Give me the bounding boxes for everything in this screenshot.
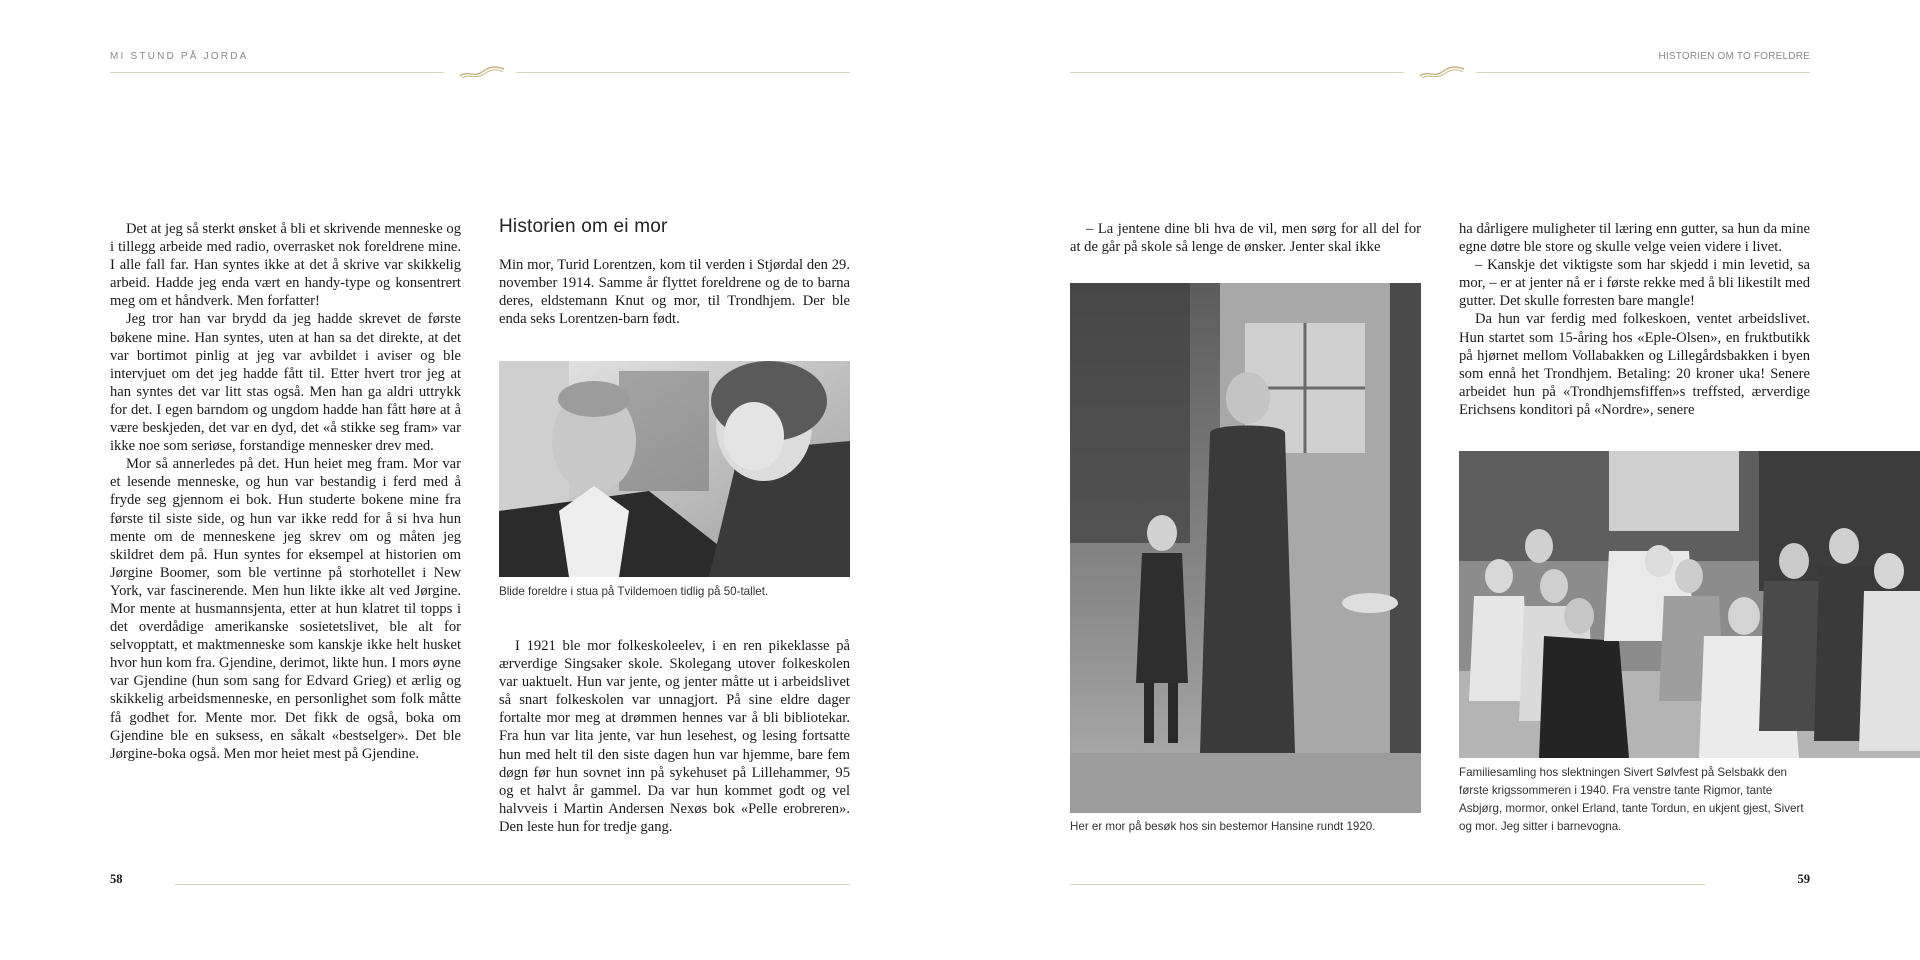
left-column-2-intro (499, 256, 850, 328)
footer-rule-left (175, 884, 850, 885)
paragraph: Min mor, Turid Lorentzen, kom til verden i Stjørdal den 29. november 1914. Samme år flyttet foreldrene og de to barna deres, eldstemann Knut og mor, til Trondhjem. Der ble enda seks Lorentzen-barn født. (499, 257, 850, 328)
running-head-left: MI STUND PÅ JORDA (110, 51, 249, 62)
photo-great-grandmother-caption: Her er mor på besøk hos sin bestemor Hansine rundt 1920. (1070, 820, 1376, 833)
paragraph: Mor så annerledes på det. Hun heiet meg fram. Mor var et lesende menneske, og hun var bestandig i ferd med å fryde seg gjennom ei bok. Hun studerte bokene mine fra første til siste side, og hun var ikke redd for å si hva hun mente om de menneskene jeg skrev om og måten jeg skildret dem på. Hun syntes for eksempel at historien om Jørgine Boomer, som ble vertinne på storhotellet i New York, var fascinerende. Men hun likte ikke alt ved Jørgine. Mor mente at husmannsjenta, etter at hun klatret til topps i det overdådige amerikanske sosietetslivet, ble alt for selvopptatt, et maktmenneske som kanskje ikke helt husket hvor hun kom fra. Gjendine, derimot, likte hun. I mors øyne var Gjendine (hun som sang for Edvard Grieg) et ærlig og skikkelig arbeidsmenneske, en personlighet som folk måtte få godhet for. Mente mor. Det fikk de også, boka om Gjendine ble en suksess, en såkalt «bestselger». Det ble Jørgine-boka også. Men mor heiet mest på Gjendine. (110, 456, 461, 762)
running-head-right: HISTORIEN OM TO FORELDRE (1658, 51, 1810, 62)
header-rule-right-b (1476, 72, 1810, 73)
page-number-left: 58 (110, 872, 123, 886)
paragraph: Da hun var ferdig med folkeskoen, ventet arbeidslivet. Hun startet som 15-åring hos «Eple-Olsen», en fruktbutikk på hjørnet mellom Vollabakken og Lillegårdsbakken i byen som ennå het Trondhjem. Betaling: 20 kroner uka! Senere arbeidet hun på «Trondhjemsfiffen»s treffsted, ærverdige Erichsens konditori på «Nordre», senere (1459, 311, 1810, 418)
photo-family-gathering (1459, 451, 1920, 758)
ornament-icon (1418, 60, 1466, 84)
section-heading: Historien om ei mor (499, 216, 668, 237)
left-column-1 (110, 220, 461, 763)
paragraph: ha dårligere muligheter til læring enn gutter, sa hun da mine egne døtre ble store og skulle velge veien videre i livet. (1459, 221, 1810, 256)
paragraph: – La jentene dine bli hva de vil, men sørg for all del for at de går på skole så lenge de ønsker. Jenter skal ikke (1070, 221, 1421, 256)
footer-rule-right (1070, 884, 1705, 885)
right-page (960, 0, 1920, 960)
photo-parents-image (499, 361, 850, 577)
header-rule-left-b (516, 72, 850, 73)
paragraph: Jeg tror han var brydd da jeg hadde skrevet de første bøkene mine. Han syntes, uten at han sa det direkte, at det var bortimot pinlig at jeg var avbildet i aviser og ble intervjuet om det jeg hadde fått til. Etter hvert tror jeg at han syntes det var litt stas også. Men han ga aldri uttrykk for det. I egen barndom og ungdom hadde han fått høre at å være beskjeden, det var en dyd, det «å stikke seg fram» var ikke noe som seriøse, forstandige mennesker drev med. (110, 311, 461, 455)
header-rule-right-a (1070, 72, 1404, 73)
photo-parents (499, 361, 850, 577)
paragraph: – Kanskje det viktigste som har skjedd i min levetid, sa mor, – er at jenter nå er i første rekke med å bli likestilt med gutter. Det skulle forresten bare mangle! (1459, 257, 1810, 310)
photo-great-grandmother-image (1070, 283, 1421, 813)
page-number-right: 59 (1797, 872, 1810, 886)
right-column-2 (1459, 220, 1810, 419)
paragraph: Det at jeg så sterkt ønsket å bli et skrivende menneske og i tillegg arbeide med radio, overrasket nok foreldrene mine. I alle fall far. Han syntes ikke at det å skrive var skikkelig arbeid. Hadde jeg enda vært en handy-type og konsentrert meg om et håndverk. Men forfatter! (110, 221, 461, 310)
photo-family-gathering-caption: Familiesamling hos slektningen Sivert Sølvfest på Selsbakk den første krigssommeren i 1940. Fra venstre tante Rigmor, tante Asbjørg, mormor, onkel Erland, tante Tordun, en ukjent gjest, Sivert og mor. Jeg sitter i barnevogna. (1459, 766, 1804, 833)
left-column-2-after (499, 637, 850, 836)
ornament-icon (458, 60, 506, 84)
right-column-1 (1070, 220, 1421, 256)
paragraph: I 1921 ble mor folkeskoleelev, i en ren pikeklasse på ærverdige Singsaker skole. Skolegang utover folkeskolen var uaktuelt. Hun var jente, og jenter måtte ut i arbeidslivet så snart folkeskolen var unnagjort. På sine eldre dager fortalte mor meg at drømmen hennes var å bli bibliotekar. Fra hun var lita jente, var hun lesehest, og lesing fortsatte hun med helt til den siste dagen hun var hjemme, bare fem døgn før hun sovnet inn på sykehuset på Lillehammer, 95 og et halvt år gammel. Da var hun kommet godt og vel halvveis i Martin Andersen Nexøs bok «Pelle erobreren». Den leste hun for tredje gang. (499, 638, 850, 835)
photo-great-grandmother (1070, 283, 1421, 813)
header-rule-left-a (110, 72, 444, 73)
photo-parents-caption: Blide foreldre i stua på Tvildemoen tidlig på 50-tallet. (499, 585, 769, 598)
photo-family-gathering-image (1459, 451, 1920, 758)
